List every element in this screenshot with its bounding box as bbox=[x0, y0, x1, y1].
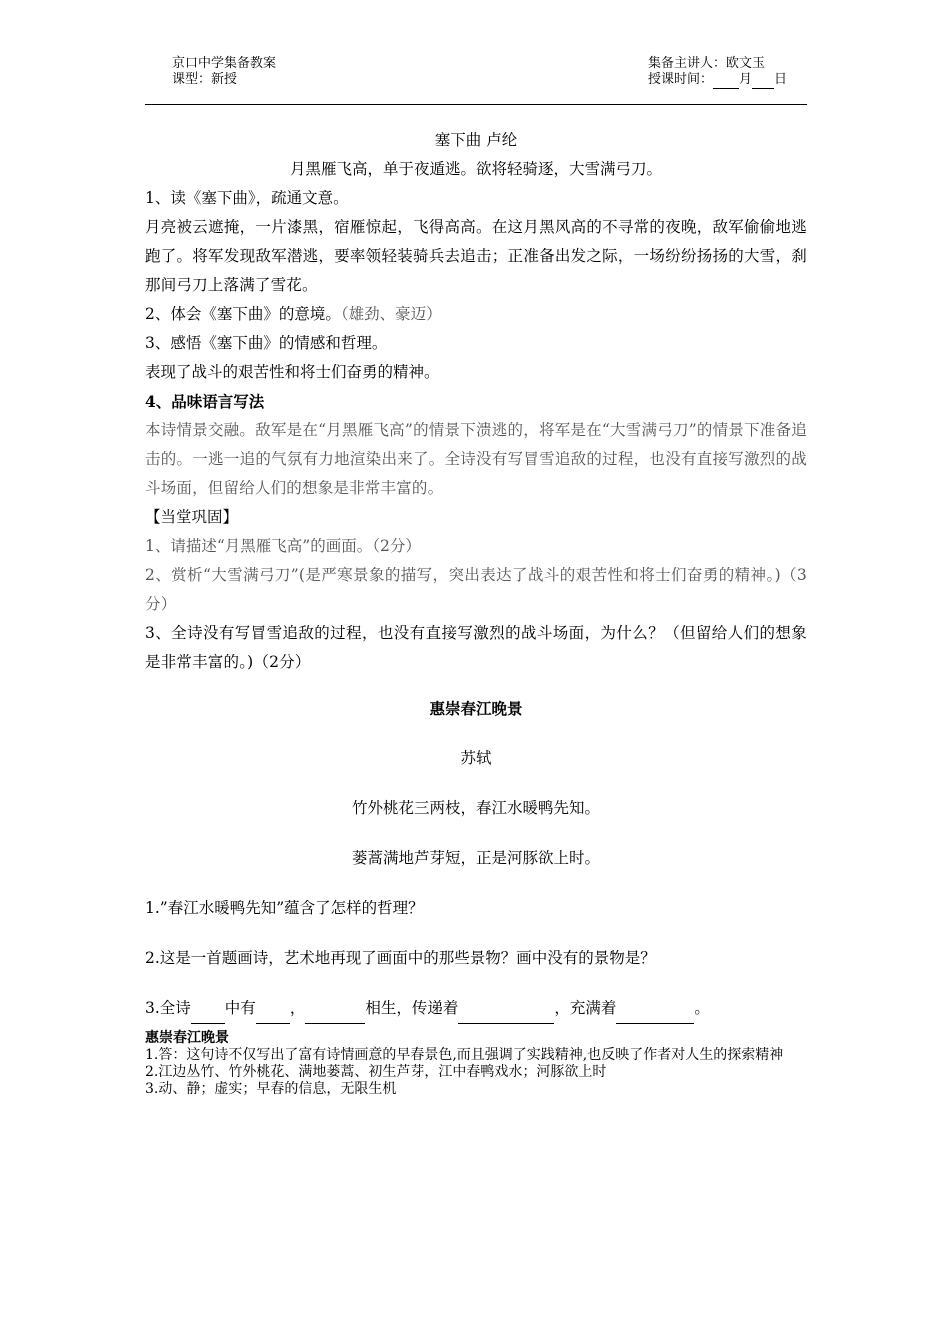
month-label: 月 bbox=[739, 72, 753, 87]
consolidate-q1: 1、请描述“月黑雁飞高”的画面。（2分） bbox=[145, 537, 421, 555]
answer-1: 1.答：这句诗不仅写出了富有诗情画意的早春景色,而且强调了实践精神,也反映了作者对人生的探索精神 bbox=[145, 1047, 784, 1063]
answer-2: 2.江边丛竹、竹外桃花、满地蒌蒿、初生芦芽，江中春鸭戏水；河豚欲上时 bbox=[145, 1064, 607, 1080]
poem1-q1-answer: 月亮被云遮掩，一片漆黑，宿雁惊起，飞得高高。在这月黑风高的不寻常的夜晚，敌军偷偷地逃跑了。将军发现敌军潜逃，要率领轻装骑兵去追击；正准备出发之际，一场纷纷扬扬的大雪，刹那间弓刀上落满了雪花。 bbox=[145, 218, 807, 294]
poem1-section bbox=[145, 126, 807, 677]
q3-blank-2 bbox=[256, 994, 290, 1024]
answer-3: 3.动、静；虚实；早春的信息，无限生机 bbox=[145, 1081, 397, 1097]
day-label: 日 bbox=[774, 72, 788, 87]
header-divider bbox=[145, 104, 807, 105]
school-title: 京口中学集备教案 bbox=[172, 56, 277, 71]
header-right bbox=[648, 56, 787, 89]
poem2-q1: 1.”春江水暖鸭先知”蕴含了怎样的哲理？ bbox=[145, 899, 424, 917]
poem1-q1: 1、读《塞下曲》，疏通文意。 bbox=[145, 189, 349, 207]
header-left bbox=[172, 56, 276, 88]
poem1-text: 月黑雁飞高，单于夜遁逃。欲将轻骑逐，大雪满弓刀。 bbox=[289, 160, 662, 178]
consolidate-q2: 2、赏析“大雪满弓刀”(是严寒景象的描写，突出表达了战斗的艰苦性和将士们奋勇的精神。)（3分） bbox=[145, 566, 807, 613]
poem2-line1: 竹外桃花三两枝，春江水暖鸭先知。 bbox=[351, 799, 600, 817]
q3-part-6: 。 bbox=[694, 999, 710, 1017]
q3-part-4: 相生，传递着 bbox=[365, 999, 459, 1017]
poem2-section bbox=[145, 694, 807, 1024]
poem1-q2-answer: （雄劲、豪迈） bbox=[340, 305, 442, 323]
poem2-q3 bbox=[145, 994, 807, 1024]
q3-blank-1 bbox=[191, 994, 225, 1024]
poem1-title: 塞下曲 卢纶 bbox=[434, 131, 518, 149]
poem2-author: 苏轼 bbox=[460, 749, 492, 767]
answers-title: 惠崇春江晚景 bbox=[145, 1030, 229, 1046]
month-blank bbox=[713, 72, 739, 89]
consolidate-q3: 3、全诗没有写冒雪追敌的过程，也没有直接写激烈的战斗场面，为什么？（但留给人们的想象是非常丰富的。)（2分） bbox=[145, 624, 807, 671]
poem1-q3: 3、感悟《塞下曲》的情感和哲理。 bbox=[145, 334, 388, 352]
poem1-q3-answer: 表现了战斗的艰苦性和将士们奋勇的精神。 bbox=[145, 363, 440, 381]
consolidate-heading: 【当堂巩固】 bbox=[145, 508, 239, 526]
poem2-line2: 蒌蒿满地芦芽短，正是河豚欲上时。 bbox=[351, 849, 600, 867]
lesson-type: 课型：新授 bbox=[172, 72, 238, 87]
time-label: 授课时间： bbox=[648, 72, 714, 87]
q3-part-2: 中有 bbox=[224, 999, 256, 1017]
q3-blank-4 bbox=[458, 994, 554, 1024]
presenter: 集备主讲人：欧文玉 bbox=[648, 56, 766, 71]
day-blank bbox=[752, 72, 774, 89]
q3-part-3: ， bbox=[289, 999, 306, 1017]
poem2-q2: 2.这是一首题画诗，艺术地再现了画面中的那些景物？画中没有的景物是？ bbox=[145, 949, 656, 967]
poem2-title: 惠崇春江晚景 bbox=[429, 699, 523, 718]
lesson-time bbox=[648, 72, 787, 89]
poem1-q2-text: 2、体会《塞下曲》的意境。 bbox=[145, 305, 341, 323]
answers-section bbox=[145, 1030, 807, 1098]
poem1-q2 bbox=[145, 300, 807, 329]
q3-part-5: ，充满着 bbox=[554, 999, 617, 1017]
poem1-q4-answer: 本诗情景交融。敌军是在“月黑雁飞高”的情景下溃逃的，将军是在“大雪满弓刀”的情景下准备追击的。一逃一追的气氛有力地渲染出来了。全诗没有写冒雪追敌的过程，也没有直接写激烈的战斗场面，但留给人们的想象是非常丰富的。 bbox=[145, 421, 807, 497]
q3-blank-5 bbox=[616, 994, 694, 1024]
q3-part-1: 3.全诗 bbox=[145, 999, 191, 1017]
poem1-q4: 4、品味语言写法 bbox=[145, 392, 265, 411]
q3-blank-3 bbox=[305, 994, 365, 1024]
